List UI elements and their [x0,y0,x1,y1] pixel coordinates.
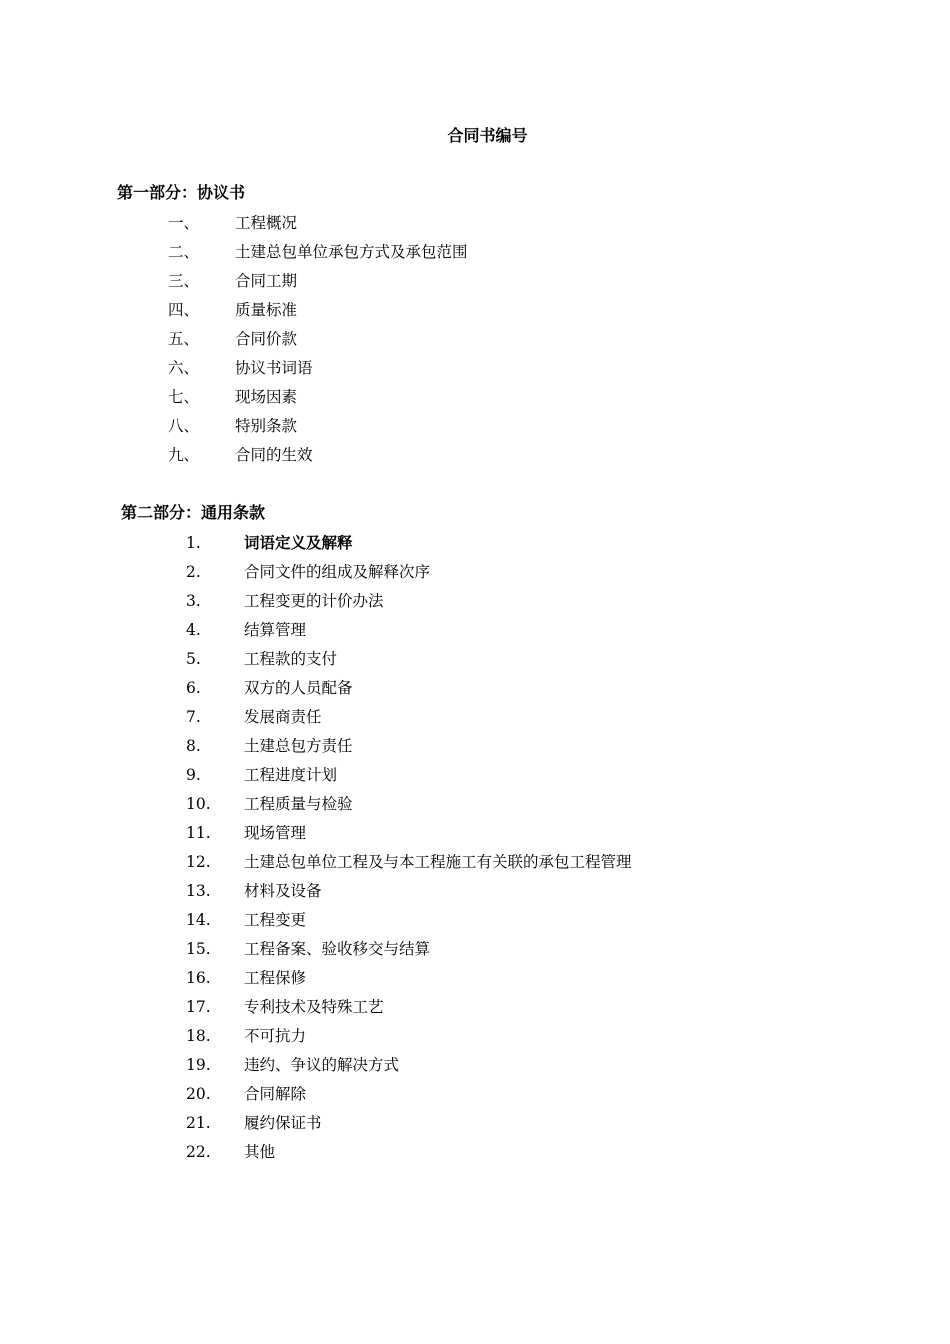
item-number: 13. [186,882,211,900]
item-label: 工程款的支付 [244,650,338,668]
list-item [186,878,632,907]
list-item [186,936,632,965]
item-number: 8. [186,737,201,755]
item-number: 21. [186,1114,211,1132]
list-item [168,326,468,355]
item-label: 合同的生效 [235,446,313,464]
list-item [186,646,632,675]
item-number: 17. [186,998,211,1016]
item-number: 七、 [168,388,200,406]
list-item [186,1052,632,1081]
item-label: 合同工期 [235,272,298,290]
list-item [168,297,468,326]
item-number: 六、 [168,359,200,377]
list-item [186,588,632,617]
item-number: 九、 [168,446,200,464]
item-label: 发展商责任 [244,708,322,726]
item-label: 工程质量与检验 [244,795,353,813]
item-label: 专利技术及特殊工艺 [244,998,384,1016]
list-item [168,210,468,239]
item-label: 工程保修 [244,969,307,987]
item-number: 二、 [168,243,200,261]
item-number: 一、 [168,214,200,232]
item-number: 10. [186,795,211,813]
part2-list [186,530,632,1168]
list-item [168,413,468,442]
document-title: 合同书编号 [447,126,528,145]
item-number: 五、 [168,330,200,348]
item-label: 合同解除 [244,1085,307,1103]
item-label: 土建总包单位工程及与本工程施工有关联的承包工程管理 [244,853,632,871]
item-label: 现场因素 [235,388,298,406]
item-label: 现场管理 [244,824,307,842]
item-label: 工程进度计划 [244,766,338,784]
list-item [186,1023,632,1052]
item-label: 不可抗力 [244,1027,307,1045]
item-number: 四、 [168,301,200,319]
list-item [186,907,632,936]
item-number: 14. [186,911,211,929]
list-item [186,733,632,762]
list-item [168,442,468,471]
list-item [168,355,468,384]
part2-heading: 第二部分：通用条款 [121,503,266,522]
item-label: 结算管理 [244,621,307,639]
item-number: 11. [186,824,211,842]
item-label: 工程备案、验收移交与结算 [244,940,431,958]
list-item [186,617,632,646]
list-item [168,268,468,297]
item-label: 特别条款 [235,417,298,435]
item-number: 18. [186,1027,211,1045]
item-number: 6. [186,679,201,697]
list-item [186,762,632,791]
list-item [186,1110,632,1139]
item-number: 3. [186,592,201,610]
item-number: 7. [186,708,201,726]
item-label: 工程概况 [235,214,298,232]
item-label: 质量标准 [235,301,298,319]
item-number: 22. [186,1143,211,1161]
part1-heading: 第一部分：协议书 [117,183,246,202]
item-label: 工程变更的计价办法 [244,592,384,610]
list-item [186,559,632,588]
list-item [186,965,632,994]
item-label: 违约、争议的解决方式 [244,1056,400,1074]
list-item [186,1081,632,1110]
item-number: 5. [186,650,201,668]
item-number: 1. [186,534,201,552]
item-number: 2. [186,563,201,581]
part1-list [168,210,468,471]
list-item [186,994,632,1023]
item-number: 19. [186,1056,211,1074]
item-label: 工程变更 [244,911,307,929]
item-label: 协议书词语 [235,359,313,377]
item-number: 4. [186,621,201,639]
list-item [186,1139,632,1168]
item-label: 合同文件的组成及解释次序 [244,563,431,581]
list-item [186,675,632,704]
item-number: 三、 [168,272,200,290]
list-item [186,530,632,559]
list-item [168,239,468,268]
item-label: 合同价款 [235,330,298,348]
item-number: 9. [186,766,201,784]
list-item [186,849,632,878]
item-label: 其他 [244,1143,276,1161]
item-label: 土建总包方责任 [244,737,353,755]
item-label: 土建总包单位承包方式及承包范围 [235,243,468,261]
item-label: 词语定义及解释 [244,534,353,552]
item-number: 12. [186,853,211,871]
list-item [186,820,632,849]
item-label: 履约保证书 [244,1114,322,1132]
item-number: 20. [186,1085,211,1103]
item-number: 15. [186,940,211,958]
item-label: 双方的人员配备 [244,679,353,697]
item-number: 16. [186,969,211,987]
list-item [186,791,632,820]
item-number: 八、 [168,417,200,435]
list-item [168,384,468,413]
list-item [186,704,632,733]
item-label: 材料及设备 [244,882,322,900]
